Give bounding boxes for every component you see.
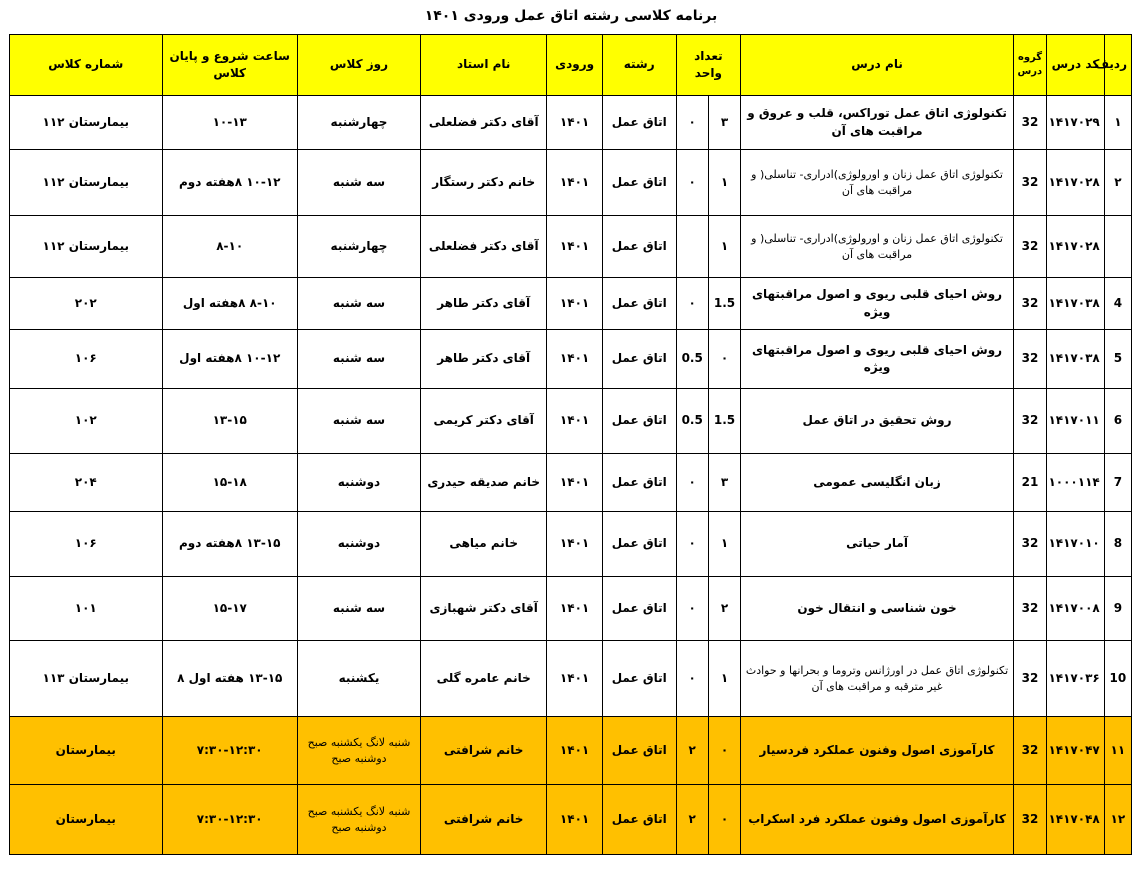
units-theory-cell: ۲ [708, 577, 740, 641]
row-index-cell [1104, 216, 1131, 278]
row-index-cell: ۱ [1104, 96, 1131, 150]
course-name-cell: تکنولوژی اتاق عمل در اورژانس وتروما و بحرانها و حوادث غیر مترقبه و مراقبت های آن [741, 641, 1014, 717]
header-teacher: نام استاد [421, 35, 547, 96]
room-cell: ۱۰۶ [10, 330, 163, 389]
row-index-cell: 10 [1104, 641, 1131, 717]
table-row [10, 454, 1132, 512]
units-practical-cell: ۰ [676, 454, 708, 512]
time-cell: ۱۳-۱۵ ۸هفته دوم [162, 512, 297, 577]
units-practical-cell: ۰ [676, 278, 708, 330]
course-name-cell: روش احیای قلبی ریوی و اصول مراقبتهای ویژه [741, 330, 1014, 389]
units-theory-cell: ۱ [708, 512, 740, 577]
teacher-cell: آقای دکتر شهبازی [421, 577, 547, 641]
course-code-cell: ۱۴۱۷۰۳۸ [1047, 330, 1105, 389]
course-name-cell: زبان انگلیسی عمومی [741, 454, 1014, 512]
group-cell: 32 [1013, 96, 1046, 150]
course-code-cell: ۱۴۱۷۰۲۸ [1047, 216, 1105, 278]
course-name-cell: آمار حیاتی [741, 512, 1014, 577]
day-cell: دوشنبه [297, 512, 420, 577]
row-index-cell: 4 [1104, 278, 1131, 330]
header-row [10, 35, 1132, 96]
group-cell: 32 [1013, 278, 1046, 330]
row-index-cell: 9 [1104, 577, 1131, 641]
row-index-cell: 6 [1104, 389, 1131, 454]
header-entry: ورودی [547, 35, 603, 96]
field-cell: اتاق عمل [602, 454, 676, 512]
field-cell: اتاق عمل [602, 96, 676, 150]
course-code-cell: ۱۴۱۷۰۱۰ [1047, 512, 1105, 577]
units-theory-cell: ۰ [708, 330, 740, 389]
field-cell: اتاق عمل [602, 785, 676, 855]
room-cell: بیمارستان [10, 717, 163, 785]
units-theory-cell: ۱ [708, 216, 740, 278]
group-cell: 32 [1013, 717, 1046, 785]
course-name-cell: تکنولوژی اتاق عمل توراکس، قلب و عروق و مراقبت های آن [741, 96, 1014, 150]
time-cell: ۷:۳۰-۱۲:۳۰ [162, 717, 297, 785]
group-cell: 21 [1013, 454, 1046, 512]
units-practical-cell: ۲ [676, 785, 708, 855]
units-theory-cell: ۱ [708, 641, 740, 717]
units-theory-cell: ۱ [708, 150, 740, 216]
entry-year-cell: ۱۴۰۱ [547, 150, 603, 216]
table-row [10, 216, 1132, 278]
table-row [10, 150, 1132, 216]
field-cell: اتاق عمل [602, 717, 676, 785]
entry-year-cell: ۱۴۰۱ [547, 454, 603, 512]
units-theory-cell: ۳ [708, 454, 740, 512]
room-cell: ۱۰۱ [10, 577, 163, 641]
page-title: برنامه کلاسی رشته اتاق عمل ورودی ۱۴۰۱ [424, 8, 718, 24]
room-cell: بیمارستان ۱۱۲ [10, 96, 163, 150]
row-index-cell: ۱۲ [1104, 785, 1131, 855]
table-row [10, 641, 1132, 717]
day-cell: یکشنبه [297, 641, 420, 717]
time-cell: ۸-۱۰ ۸هفته اول [162, 278, 297, 330]
time-cell: ۱۰-۱۲ ۸هفته دوم [162, 150, 297, 216]
table-row [10, 717, 1132, 785]
row-index-cell: 5 [1104, 330, 1131, 389]
time-cell: ۱۳-۱۵ هفته اول ۸ [162, 641, 297, 717]
units-practical-cell: ۰ [676, 150, 708, 216]
entry-year-cell: ۱۴۰۱ [547, 577, 603, 641]
teacher-cell: خانم صدیقه حیدری [421, 454, 547, 512]
course-name-cell: روش احیای قلبی ریوی و اصول مراقبتهای ویژه [741, 278, 1014, 330]
field-cell: اتاق عمل [602, 641, 676, 717]
header-field: رشته [602, 35, 676, 96]
row-index-cell: ۲ [1104, 150, 1131, 216]
entry-year-cell: ۱۴۰۱ [547, 785, 603, 855]
table-row [10, 785, 1132, 855]
field-cell: اتاق عمل [602, 577, 676, 641]
teacher-cell: آقای دکتر فضلعلی [421, 216, 547, 278]
time-cell: ۸-۱۰ [162, 216, 297, 278]
field-cell: اتاق عمل [602, 512, 676, 577]
course-code-cell: ۱۴۱۷۰۳۶ [1047, 641, 1105, 717]
units-practical-cell [676, 216, 708, 278]
course-code-cell: ۱۴۱۷۰۴۸ [1047, 785, 1105, 855]
time-cell: ۷:۳۰-۱۲:۳۰ [162, 785, 297, 855]
units-practical-cell: ۰ [676, 512, 708, 577]
group-cell: 32 [1013, 512, 1046, 577]
day-cell: سه شنبه [297, 577, 420, 641]
table-row [10, 389, 1132, 454]
header-row-index: ردیف [1104, 35, 1131, 96]
table-row [10, 330, 1132, 389]
entry-year-cell: ۱۴۰۱ [547, 389, 603, 454]
day-cell: دوشنبه [297, 454, 420, 512]
header-room: شماره کلاس [10, 35, 163, 96]
header-time: ساعت شروع و پایان کلاس [162, 35, 297, 96]
units-practical-cell: 0.5 [676, 330, 708, 389]
course-name-cell: تکنولوژی اتاق عمل زنان و اورولوژی)ادراری- تناسلی( و مراقبت های آن [741, 216, 1014, 278]
room-cell: ۱۰۲ [10, 389, 163, 454]
units-theory-cell: ۰ [708, 717, 740, 785]
teacher-cell: خانم شرافتی [421, 717, 547, 785]
units-theory-cell: ۰ [708, 785, 740, 855]
course-name-cell: روش تحقیق در اتاق عمل [741, 389, 1014, 454]
header-course: نام درس [741, 35, 1014, 96]
course-code-cell: ۱۴۱۷۰۲۸ [1047, 150, 1105, 216]
header-units: تعداد واحد [676, 35, 741, 96]
field-cell: اتاق عمل [602, 216, 676, 278]
day-cell: چهارشنبه [297, 216, 420, 278]
header-group: گروه درس [1013, 35, 1046, 96]
course-name-cell: کارآموزی اصول وفنون عملکرد فرد اسکراب [741, 785, 1014, 855]
day-cell: شنبه لانگ یکشنبه صبح دوشنبه صبح [297, 717, 420, 785]
room-cell: بیمارستان ۱۱۳ [10, 641, 163, 717]
table-row [10, 96, 1132, 150]
time-cell: ۱۵-۱۸ [162, 454, 297, 512]
group-cell: 32 [1013, 577, 1046, 641]
group-cell: 32 [1013, 216, 1046, 278]
field-cell: اتاق عمل [602, 278, 676, 330]
time-cell: ۱۰-۱۲ ۸هفته اول [162, 330, 297, 389]
entry-year-cell: ۱۴۰۱ [547, 717, 603, 785]
units-theory-cell: 1.5 [708, 278, 740, 330]
entry-year-cell: ۱۴۰۱ [547, 512, 603, 577]
day-cell: سه شنبه [297, 150, 420, 216]
entry-year-cell: ۱۴۰۱ [547, 216, 603, 278]
group-cell: 32 [1013, 150, 1046, 216]
table-row [10, 512, 1132, 577]
units-practical-cell: ۰ [676, 577, 708, 641]
day-cell: چهارشنبه [297, 96, 420, 150]
room-cell: بیمارستان [10, 785, 163, 855]
group-cell: 32 [1013, 785, 1046, 855]
group-cell: 32 [1013, 389, 1046, 454]
course-code-cell: ۱۴۱۷۰۰۸ [1047, 577, 1105, 641]
day-cell: شنبه لانگ یکشنبه صبح دوشنبه صبح [297, 785, 420, 855]
units-practical-cell: ۰ [676, 641, 708, 717]
room-cell: ۱۰۶ [10, 512, 163, 577]
course-code-cell: ۱۴۱۷۰۲۹ [1047, 96, 1105, 150]
day-cell: سه شنبه [297, 389, 420, 454]
time-cell: ۱۳-۱۵ [162, 389, 297, 454]
units-practical-cell: 0.5 [676, 389, 708, 454]
entry-year-cell: ۱۴۰۱ [547, 278, 603, 330]
teacher-cell: آقای دکتر طاهر [421, 278, 547, 330]
table-row [10, 577, 1132, 641]
course-name-cell: تکنولوژی اتاق عمل زنان و اورولوژی)ادراری- تناسلی( و مراقبت های آن [741, 150, 1014, 216]
teacher-cell: خانم شرافتی [421, 785, 547, 855]
field-cell: اتاق عمل [602, 330, 676, 389]
entry-year-cell: ۱۴۰۱ [547, 330, 603, 389]
room-cell: بیمارستان ۱۱۲ [10, 216, 163, 278]
field-cell: اتاق عمل [602, 150, 676, 216]
course-name-cell: خون شناسی و انتقال خون [741, 577, 1014, 641]
group-cell: 32 [1013, 641, 1046, 717]
teacher-cell: خانم دکتر رستگار [421, 150, 547, 216]
table-row [10, 278, 1132, 330]
course-code-cell: ۱۰۰۰۱۱۴ [1047, 454, 1105, 512]
teacher-cell: خانم عامره گلی [421, 641, 547, 717]
units-practical-cell: ۲ [676, 717, 708, 785]
room-cell: بیمارستان ۱۱۲ [10, 150, 163, 216]
teacher-cell: آقای دکتر فضلعلی [421, 96, 547, 150]
course-name-cell: کارآموزی اصول وفنون عملکرد فردسیار [741, 717, 1014, 785]
day-cell: سه شنبه [297, 278, 420, 330]
course-code-cell: ۱۴۱۷۰۳۸ [1047, 278, 1105, 330]
entry-year-cell: ۱۴۰۱ [547, 96, 603, 150]
room-cell: ۲۰۴ [10, 454, 163, 512]
teacher-cell: آقای دکتر طاهر [421, 330, 547, 389]
entry-year-cell: ۱۴۰۱ [547, 641, 603, 717]
schedule-table [9, 34, 1132, 855]
room-cell: ۲۰۲ [10, 278, 163, 330]
header-code: کد درس [1047, 35, 1105, 96]
group-cell: 32 [1013, 330, 1046, 389]
field-cell: اتاق عمل [602, 389, 676, 454]
teacher-cell: خانم میاهی [421, 512, 547, 577]
course-code-cell: ۱۴۱۷۰۴۷ [1047, 717, 1105, 785]
units-theory-cell: ۳ [708, 96, 740, 150]
header-day: روز کلاس [297, 35, 420, 96]
teacher-cell: آقای دکتر کریمی [421, 389, 547, 454]
time-cell: ۱۰-۱۳ [162, 96, 297, 150]
row-index-cell: 8 [1104, 512, 1131, 577]
units-practical-cell: ۰ [676, 96, 708, 150]
row-index-cell: 7 [1104, 454, 1131, 512]
units-theory-cell: 1.5 [708, 389, 740, 454]
day-cell: سه شنبه [297, 330, 420, 389]
course-code-cell: ۱۴۱۷۰۱۱ [1047, 389, 1105, 454]
time-cell: ۱۵-۱۷ [162, 577, 297, 641]
row-index-cell: ۱۱ [1104, 717, 1131, 785]
